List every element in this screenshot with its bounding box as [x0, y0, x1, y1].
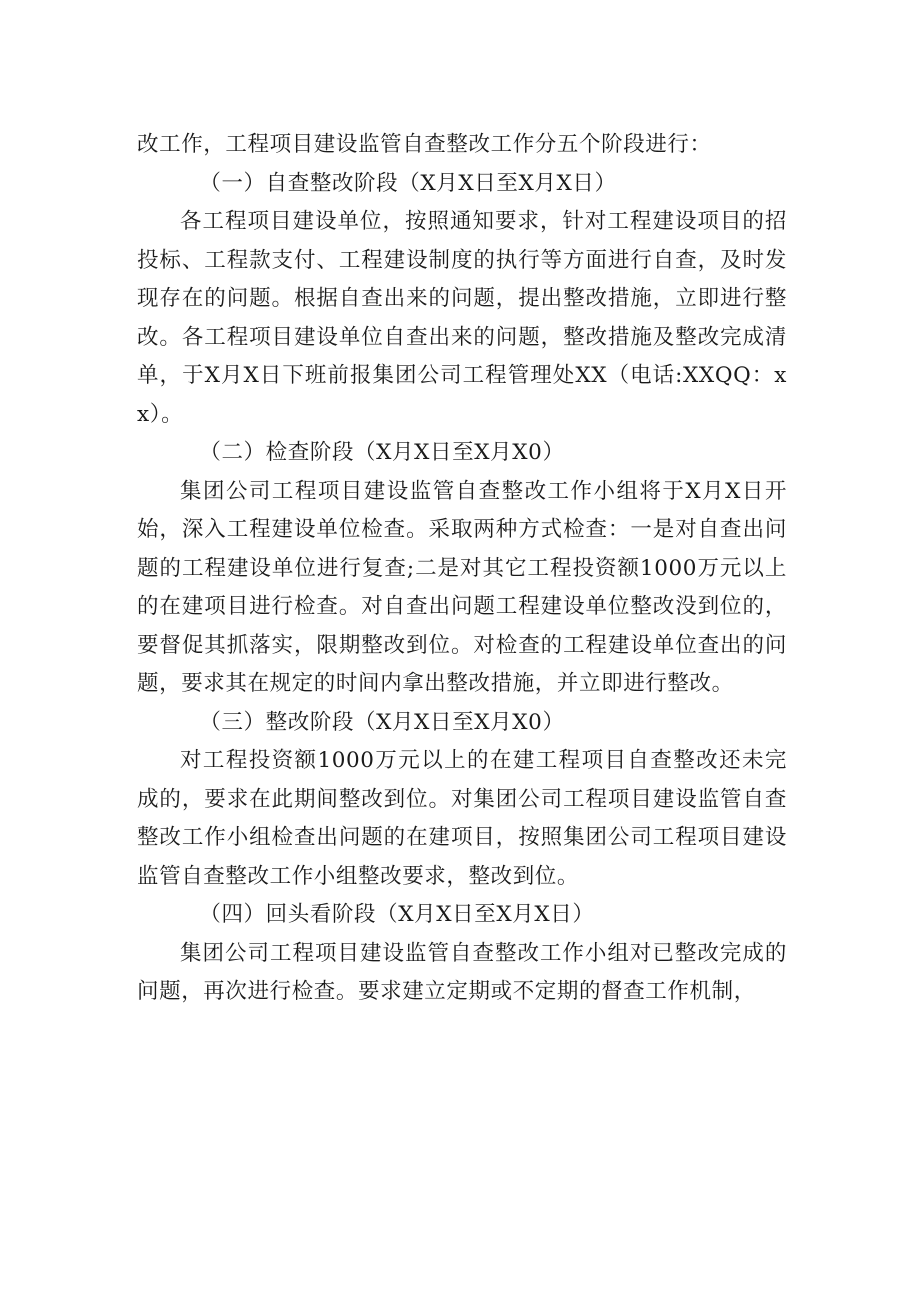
section-body-1: 各工程项目建设单位，按照通知要求，针对工程建设项目的招投标、工程款支付、工程建设制度的执行等方面进行自查，及时发现存在的问题。根据自查出来的问题，提出整改措施，立即进行整改。各工程项目建设单位自查出来的问题，整改措施及整改完成清单，于X月X日下班前报集团公司工程管理处XX（电话:XXQQ：xx）。 — [137, 209, 787, 427]
section-heading-4: （四）回头看阶段（X月X日至X月X日） — [199, 902, 595, 927]
document-body — [137, 126, 787, 1012]
section-body-2: 集团公司工程项目建设监管自查整改工作小组将于X月X日开始，深入工程建设单位检查。采取两种方式检查：一是对自查出问题的工程建设单位进行复查;二是对其它工程投资额1000万元以上的在建项目进行检查。对自查出问题工程建设单位整改没到位的，要督促其抓落实，限期整改到位。对检查的工程建设单位查出的问题，要求其在规定的时间内拿出整改措施，并立即进行整改。 — [137, 478, 787, 696]
section-heading-3: （三）整改阶段（X月X日至X月X0） — [199, 709, 565, 735]
section-body-4: 集团公司工程项目建设监管自查整改工作小组对已整改完成的问题，再次进行检查。要求建立定期或不定期的督查工作机制， — [137, 940, 787, 1004]
paragraph-continuation: 改工作，工程项目建设监管自查整改工作分五个阶段进行： — [137, 132, 712, 157]
section-heading-1: （一）自查整改阶段（X月X日至X月X日） — [199, 170, 617, 196]
section-body-3: 对工程投资额1000万元以上的在建工程项目自查整改还未完成的，要求在此期间整改到位。对集团公司工程项目建设监管自查整改工作小组检查出问题的在建项目，按照集团公司工程项目建设监管自查整改工作小组整改要求，整改到位。 — [137, 748, 787, 889]
section-heading-2: （二）检查阶段（X月X日至X月X0） — [199, 440, 565, 465]
